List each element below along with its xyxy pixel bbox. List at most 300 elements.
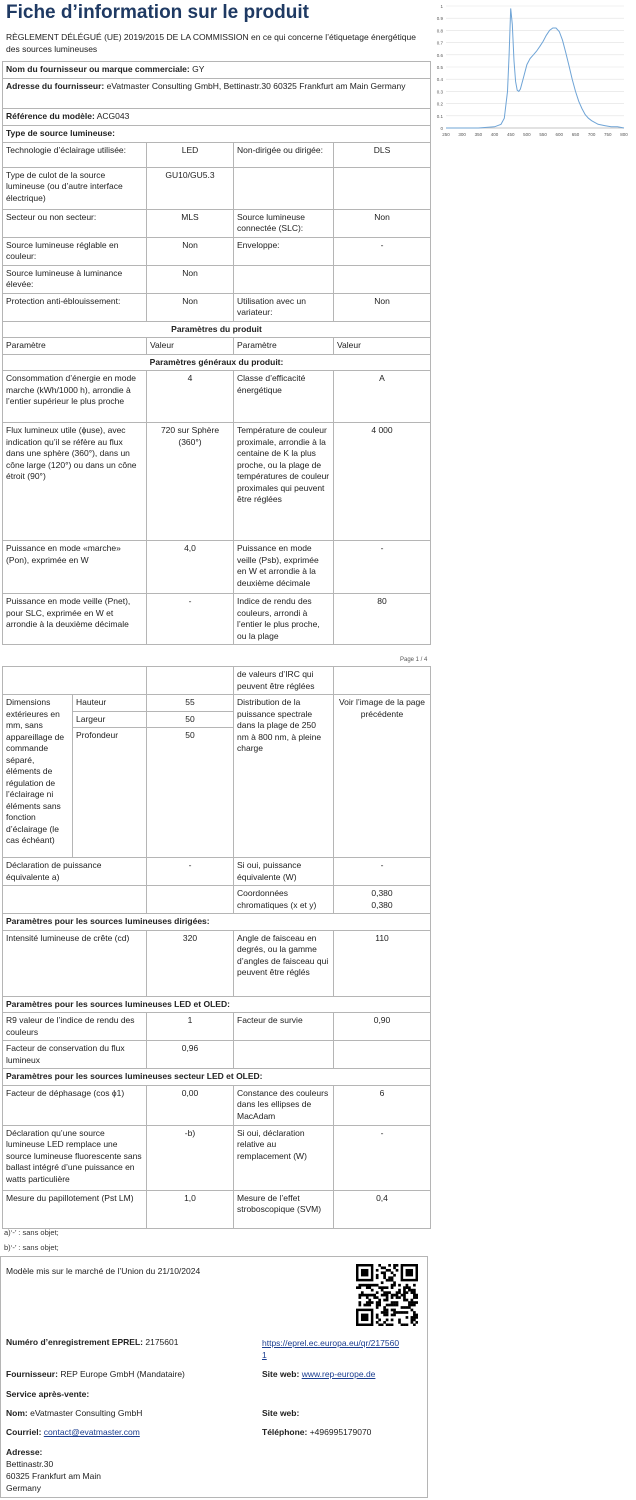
qr-module — [393, 1284, 396, 1287]
qr-module — [381, 1294, 384, 1297]
qr-module — [388, 1279, 391, 1282]
qr-module — [393, 1301, 396, 1304]
courriel-label: Courriel: — [6, 1427, 42, 1437]
model-value: ACG043 — [96, 111, 130, 121]
dimension-name: Hauteur — [73, 695, 147, 712]
qr-module — [403, 1296, 406, 1299]
qr-module — [368, 1294, 371, 1297]
qr-module — [368, 1286, 371, 1289]
product-info-table-page1 — [2, 61, 431, 645]
value-cell: 0,4 — [334, 1190, 431, 1228]
value-cell: - — [334, 1125, 431, 1190]
value-cell: GU10/GU5.3 — [147, 167, 234, 209]
qr-module — [416, 1301, 418, 1304]
qr-module — [413, 1296, 416, 1299]
y-tick-label: 0.6 — [436, 52, 443, 58]
param-cell: Puissance en mode «marche» (Pon), exprimée en W — [3, 541, 147, 594]
value-cell: - — [334, 237, 431, 265]
qr-module — [398, 1311, 401, 1314]
qr-module — [396, 1291, 399, 1294]
qr-module — [411, 1316, 414, 1319]
qr-module — [358, 1304, 361, 1307]
qr-module — [408, 1304, 411, 1307]
qr-module — [413, 1289, 416, 1292]
equiv-row — [3, 858, 431, 886]
value-cell: 110 — [334, 930, 431, 996]
param-cell: Source lumineuse connectée (SLC): — [234, 209, 334, 237]
footnote-b: b)‘-’ : sans objet; — [4, 1243, 59, 1252]
qr-module — [396, 1304, 399, 1307]
spd-param: Distribution de la puissance spectrale dans la plage de 250 nm à 800 nm, à pleine charge — [234, 695, 334, 858]
qr-module — [408, 1301, 411, 1304]
qr-module — [416, 1296, 418, 1299]
x-tick-label: 300 — [458, 132, 466, 137]
qr-module — [391, 1294, 394, 1297]
site-label: Site web: — [262, 1369, 300, 1379]
spectrum-line — [446, 8, 624, 128]
col-header: Valeur — [147, 338, 234, 355]
regulation-text: RÈGLEMENT DÉLÉGUÉ (UE) 2019/2015 DE LA COMMISSION en ce qui concerne l’étiquetage énergétique des sources lumineuses — [6, 32, 416, 54]
qr-module — [411, 1304, 414, 1307]
y-tick-label: 0.1 — [436, 113, 443, 119]
qr-module — [388, 1324, 391, 1326]
qr-module — [413, 1316, 416, 1319]
param-cell: Protection anti-éblouissement: — [3, 293, 147, 321]
value-cell: - — [147, 594, 234, 645]
qr-module — [396, 1296, 399, 1299]
site-link[interactable]: www.rep-europe.de — [301, 1369, 376, 1379]
qr-module — [413, 1291, 416, 1294]
source-type-row — [3, 237, 431, 265]
qr-module — [388, 1276, 391, 1279]
general-param-row — [3, 594, 431, 645]
qr-module — [393, 1274, 396, 1277]
value-cell: Non — [334, 293, 431, 321]
qr-module — [391, 1286, 394, 1289]
qr-module — [366, 1286, 369, 1289]
x-tick-label: 650 — [571, 132, 580, 137]
qr-module — [386, 1311, 389, 1314]
qr-module — [383, 1309, 386, 1312]
qr-module — [406, 1324, 409, 1326]
qr-module — [386, 1304, 389, 1307]
qr-module — [383, 1286, 386, 1289]
qr-module — [373, 1284, 376, 1287]
qr-module — [376, 1269, 379, 1272]
qr-code-icon[interactable] — [356, 1264, 418, 1326]
y-tick-label: 0 — [440, 126, 443, 131]
value-cell: -b) — [147, 1125, 234, 1190]
value-cell: 4,0 — [147, 541, 234, 594]
value-cell: 0,380 0,380 — [334, 886, 431, 914]
qr-module — [386, 1314, 389, 1317]
param-cell: Non-dirigée ou dirigée: — [234, 142, 334, 167]
value-cell: Non — [147, 265, 234, 293]
nom-value: eVatmaster Consulting GmbH — [30, 1408, 143, 1418]
value-cell — [147, 886, 234, 914]
nom-label: Nom: — [6, 1408, 28, 1418]
dimension-value: 50 — [147, 728, 234, 858]
qr-finder-core — [361, 1314, 368, 1321]
qr-module — [391, 1304, 394, 1307]
value-cell: MLS — [147, 209, 234, 237]
qr-module — [393, 1314, 396, 1317]
column-header-row — [3, 338, 431, 355]
qr-finder-core — [406, 1269, 413, 1276]
qr-module — [391, 1319, 394, 1322]
qr-finder-core — [361, 1269, 368, 1276]
qr-module — [413, 1324, 416, 1326]
value-cell: 0,00 — [147, 1085, 234, 1125]
qr-module — [393, 1264, 396, 1267]
param-cell — [234, 1041, 334, 1069]
directed-params-header: Paramètres pour les sources lumineuses dirigées: — [3, 914, 431, 931]
qr-module — [411, 1289, 414, 1292]
value-cell: 4 — [147, 371, 234, 423]
email-link[interactable]: contact@evatmaster.com — [43, 1427, 140, 1437]
qr-module — [398, 1319, 401, 1322]
qr-module — [383, 1294, 386, 1297]
qr-module — [378, 1264, 381, 1267]
qr-module — [386, 1309, 389, 1312]
param-cell: Constance des couleurs dans les ellipses de MacAdam — [234, 1085, 334, 1125]
qr-module — [383, 1266, 386, 1269]
fournisseur-label: Fournisseur: — [6, 1369, 58, 1379]
qr-module — [391, 1271, 394, 1274]
qr-module — [388, 1269, 391, 1272]
value-cell: Non — [334, 209, 431, 237]
y-tick-label: 0.8 — [436, 28, 443, 34]
qr-module — [358, 1301, 361, 1304]
empty-cell — [334, 667, 431, 695]
qr-module — [383, 1299, 386, 1302]
general-params-header: Paramètres généraux du produit: — [3, 354, 431, 371]
dimension-name: Largeur — [73, 711, 147, 728]
value-cell: 0,90 — [334, 1013, 431, 1041]
qr-module — [383, 1274, 386, 1277]
qr-module — [391, 1314, 394, 1317]
value-cell: A — [334, 371, 431, 423]
qr-module — [411, 1319, 414, 1322]
supplier-label: Nom du fournisseur ou marque commerciale: — [6, 64, 190, 74]
qr-module — [366, 1301, 369, 1304]
qr-module — [361, 1291, 364, 1294]
continued-text: de valeurs d’IRC qui peuvent être réglées — [234, 667, 334, 695]
eprel-link[interactable]: https://eprel.ec.europa.eu/qr/2175601 — [262, 1338, 400, 1360]
qr-module — [358, 1284, 361, 1287]
qr-module — [386, 1286, 389, 1289]
qr-module — [381, 1271, 384, 1274]
x-tick-label: 750 — [604, 132, 612, 137]
qr-module — [411, 1301, 414, 1304]
qr-module — [368, 1304, 371, 1307]
value-cell: 1 — [147, 1013, 234, 1041]
qr-module — [378, 1319, 381, 1322]
source-type-row — [3, 293, 431, 321]
param-cell: Température de couleur proximale, arrondie à la centaine de K la plus proche, ou la plage de températures de couleur proximales qui peuvent être réglées — [234, 423, 334, 541]
qr-module — [373, 1296, 376, 1299]
qr-module — [378, 1286, 381, 1289]
qr-module — [396, 1269, 399, 1272]
qr-module — [381, 1311, 384, 1314]
param-cell: Intensité lumineuse de crête (cd) — [3, 930, 147, 996]
source-type-header: Type de source lumineuse: — [3, 126, 431, 143]
qr-module — [413, 1301, 416, 1304]
qr-module — [363, 1304, 366, 1307]
qr-module — [391, 1296, 394, 1299]
param-cell: Enveloppe: — [234, 237, 334, 265]
x-tick-label: 700 — [587, 132, 596, 137]
supplier-row — [3, 62, 431, 79]
qr-module — [386, 1296, 389, 1299]
param-cell: Indice de rendu des couleurs, arrondi à l’entier le plus proche, ou la plage — [234, 594, 334, 645]
qr-module — [406, 1286, 409, 1289]
qr-module — [376, 1274, 379, 1277]
x-tick-label: 350 — [474, 132, 483, 137]
model-row — [3, 109, 431, 126]
qr-module — [403, 1286, 406, 1289]
qr-module — [376, 1284, 379, 1287]
address-row — [3, 79, 431, 109]
product-info-table-page2 — [2, 666, 431, 1229]
qr-module — [391, 1284, 394, 1287]
qr-module — [376, 1276, 379, 1279]
qr-module — [398, 1296, 401, 1299]
qr-module — [401, 1294, 404, 1297]
param-cell: Déclaration qu’une source lumineuse LED remplace une source lumineuse fluorescente sans ballast intégré d’une puissance en watts particulière — [3, 1125, 147, 1190]
qr-module — [413, 1304, 416, 1307]
qr-module — [416, 1316, 418, 1319]
qr-module — [391, 1276, 394, 1279]
qr-module — [358, 1294, 361, 1297]
qr-module — [393, 1281, 396, 1284]
y-tick-label: 1 — [440, 4, 443, 9]
qr-module — [406, 1306, 409, 1309]
qr-module — [416, 1321, 418, 1324]
spd-value: Voir l’image de la page précédente — [334, 695, 431, 858]
qr-module — [386, 1291, 389, 1294]
qr-module — [363, 1284, 366, 1287]
param-cell: Utilisation avec un variateur: — [234, 293, 334, 321]
value-cell: - — [334, 541, 431, 594]
qr-module — [401, 1311, 404, 1314]
qr-module — [386, 1294, 389, 1297]
qr-module — [406, 1316, 409, 1319]
service-label: Service après-vente: — [6, 1389, 90, 1399]
qr-module — [411, 1291, 414, 1294]
qr-module — [383, 1306, 386, 1309]
y-tick-label: 0.3 — [436, 89, 443, 95]
qr-module — [356, 1286, 359, 1289]
directed-row — [3, 930, 431, 996]
qr-module — [411, 1299, 414, 1302]
adresse-line: 60325 Frankfurt am Main — [6, 1471, 101, 1481]
y-tick-label: 0.7 — [436, 40, 443, 46]
col-header: Paramètre — [234, 338, 334, 355]
param-cell: Facteur de conservation du flux lumineux — [3, 1041, 147, 1069]
qr-module — [366, 1284, 369, 1287]
qr-module — [406, 1311, 409, 1314]
param-cell: Déclaration de puissance équivalente a) — [3, 858, 147, 886]
param-cell: Source lumineuse à luminance élevée: — [3, 265, 147, 293]
value-cell: 80 — [334, 594, 431, 645]
param-cell: Puissance en mode veille (Pnet), pour SLC, exprimée en W et arrondie à la deuxième décimale — [3, 594, 147, 645]
qr-module — [388, 1264, 391, 1267]
x-tick-label: 800 — [620, 132, 628, 137]
col-header: Paramètre — [3, 338, 147, 355]
qr-module — [386, 1299, 389, 1302]
tel-value: +496995179070 — [309, 1427, 372, 1437]
qr-module — [393, 1294, 396, 1297]
x-tick-label: 400 — [490, 132, 499, 137]
qr-module — [398, 1284, 401, 1287]
market-date: Modèle mis sur le marché de l’Union du 21/10/2024 — [6, 1266, 201, 1276]
param-cell: Technologie d’éclairage utilisée: — [3, 142, 147, 167]
general-param-row — [3, 541, 431, 594]
qr-module — [386, 1269, 389, 1272]
qr-module — [393, 1309, 396, 1312]
general-param-row — [3, 423, 431, 541]
qr-module — [411, 1321, 414, 1324]
qr-module — [403, 1294, 406, 1297]
param-cell: Coordonnées chromatiques (x et y) — [234, 886, 334, 914]
equiv-row — [3, 886, 431, 914]
param-cell: Mesure du papillotement (Pst LM) — [3, 1190, 147, 1228]
adresse-line: Bettinastr.30 — [6, 1459, 54, 1469]
qr-module — [403, 1299, 406, 1302]
qr-module — [393, 1304, 396, 1307]
qr-module — [406, 1284, 409, 1287]
param-cell — [234, 265, 334, 293]
qr-module — [416, 1314, 418, 1317]
value-cell: 0,96 — [147, 1041, 234, 1069]
x-tick-label: 250 — [442, 132, 450, 137]
x-tick-label: 500 — [523, 132, 531, 137]
page-title: Fiche d’information sur le produit — [6, 2, 309, 23]
qr-module — [376, 1316, 379, 1319]
qr-module — [408, 1289, 411, 1292]
qr-module — [403, 1306, 406, 1309]
page-number: Page 1 / 4 — [400, 657, 428, 663]
qr-module — [376, 1306, 379, 1309]
qr-module — [413, 1294, 416, 1297]
qr-module — [376, 1301, 379, 1304]
x-tick-label: 450 — [506, 132, 515, 137]
y-tick-label: 0.5 — [436, 65, 443, 70]
param-cell: Angle de faisceau en degrés, ou la gamme d’angles de faisceau qui peuvent être réglés — [234, 930, 334, 996]
qr-module — [393, 1311, 396, 1314]
qr-module — [386, 1319, 389, 1322]
qr-module — [403, 1324, 406, 1326]
qr-module — [361, 1284, 364, 1287]
footnote-a: a)‘-’ : sans objet; — [4, 1228, 59, 1237]
qr-module — [371, 1289, 374, 1292]
qr-module — [413, 1314, 416, 1317]
qr-module — [406, 1291, 409, 1294]
dimension-value: 55 — [147, 695, 234, 712]
param-cell: R9 valeur de l’indice de rendu des couleurs — [3, 1013, 147, 1041]
qr-module — [386, 1324, 389, 1326]
source-type-row — [3, 265, 431, 293]
value-cell — [334, 1041, 431, 1069]
qr-module — [391, 1279, 394, 1282]
param-cell: Mesure de l’effet stroboscopique (SVM) — [234, 1190, 334, 1228]
qr-module — [371, 1284, 374, 1287]
site2-label: Site web: — [262, 1408, 300, 1418]
qr-module — [361, 1294, 364, 1297]
qr-module — [363, 1294, 366, 1297]
qr-module — [403, 1311, 406, 1314]
qr-module — [378, 1299, 381, 1302]
qr-module — [376, 1321, 379, 1324]
value-cell: Non — [147, 237, 234, 265]
value-cell — [334, 167, 431, 209]
qr-module — [381, 1266, 384, 1269]
value-cell: 6 — [334, 1085, 431, 1125]
qr-module — [383, 1271, 386, 1274]
y-tick-label: 0.9 — [436, 16, 443, 22]
mains-row — [3, 1085, 431, 1125]
supplier-value: GY — [192, 64, 205, 74]
mains-row — [3, 1125, 431, 1190]
qr-module — [413, 1319, 416, 1322]
qr-module — [416, 1294, 418, 1297]
source-type-row — [3, 142, 431, 167]
qr-module — [411, 1309, 414, 1312]
col-header: Valeur — [334, 338, 431, 355]
qr-module — [396, 1301, 399, 1304]
adresse-label: Adresse: — [6, 1447, 43, 1457]
qr-module — [366, 1304, 369, 1307]
general-param-row — [3, 371, 431, 423]
qr-module — [388, 1304, 391, 1307]
qr-module — [396, 1294, 399, 1297]
qr-module — [383, 1314, 386, 1317]
qr-module — [358, 1296, 361, 1299]
qr-module — [403, 1291, 406, 1294]
product-params-header: Paramètres du produit — [3, 321, 431, 338]
param-cell: Consommation d’énergie en mode marche (kWh/1000 h), arrondie à l’entier supérieur le plus proche — [3, 371, 147, 423]
dimension-value: 50 — [147, 711, 234, 728]
qr-module — [376, 1304, 379, 1307]
qr-module — [378, 1301, 381, 1304]
qr-module — [376, 1314, 379, 1317]
param-cell: Si oui, puissance équivalente (W) — [234, 858, 334, 886]
adresse-line: Germany — [6, 1483, 41, 1493]
empty-cell — [3, 667, 147, 695]
qr-module — [383, 1291, 386, 1294]
value-cell: 4 000 — [334, 423, 431, 541]
qr-module — [373, 1294, 376, 1297]
y-tick-label: 0.2 — [436, 101, 443, 107]
eprel-label: Numéro d’enregistrement EPREL: — [6, 1337, 143, 1347]
qr-module — [413, 1311, 416, 1314]
source-type-row — [3, 209, 431, 237]
qr-module — [408, 1306, 411, 1309]
mains-params-header: Paramètres pour les sources lumineuses secteur LED et OLED: — [3, 1069, 431, 1086]
x-tick-label: 600 — [555, 132, 564, 137]
qr-module — [413, 1284, 416, 1287]
qr-module — [391, 1301, 394, 1304]
param-cell: Source lumineuse réglable en couleur: — [3, 237, 147, 265]
qr-module — [381, 1324, 384, 1326]
qr-module — [358, 1286, 361, 1289]
param-cell: Si oui, déclaration relative au remplacement (W) — [234, 1125, 334, 1190]
qr-module — [388, 1291, 391, 1294]
value-cell: LED — [147, 142, 234, 167]
led-row — [3, 1013, 431, 1041]
param-cell — [3, 886, 147, 914]
